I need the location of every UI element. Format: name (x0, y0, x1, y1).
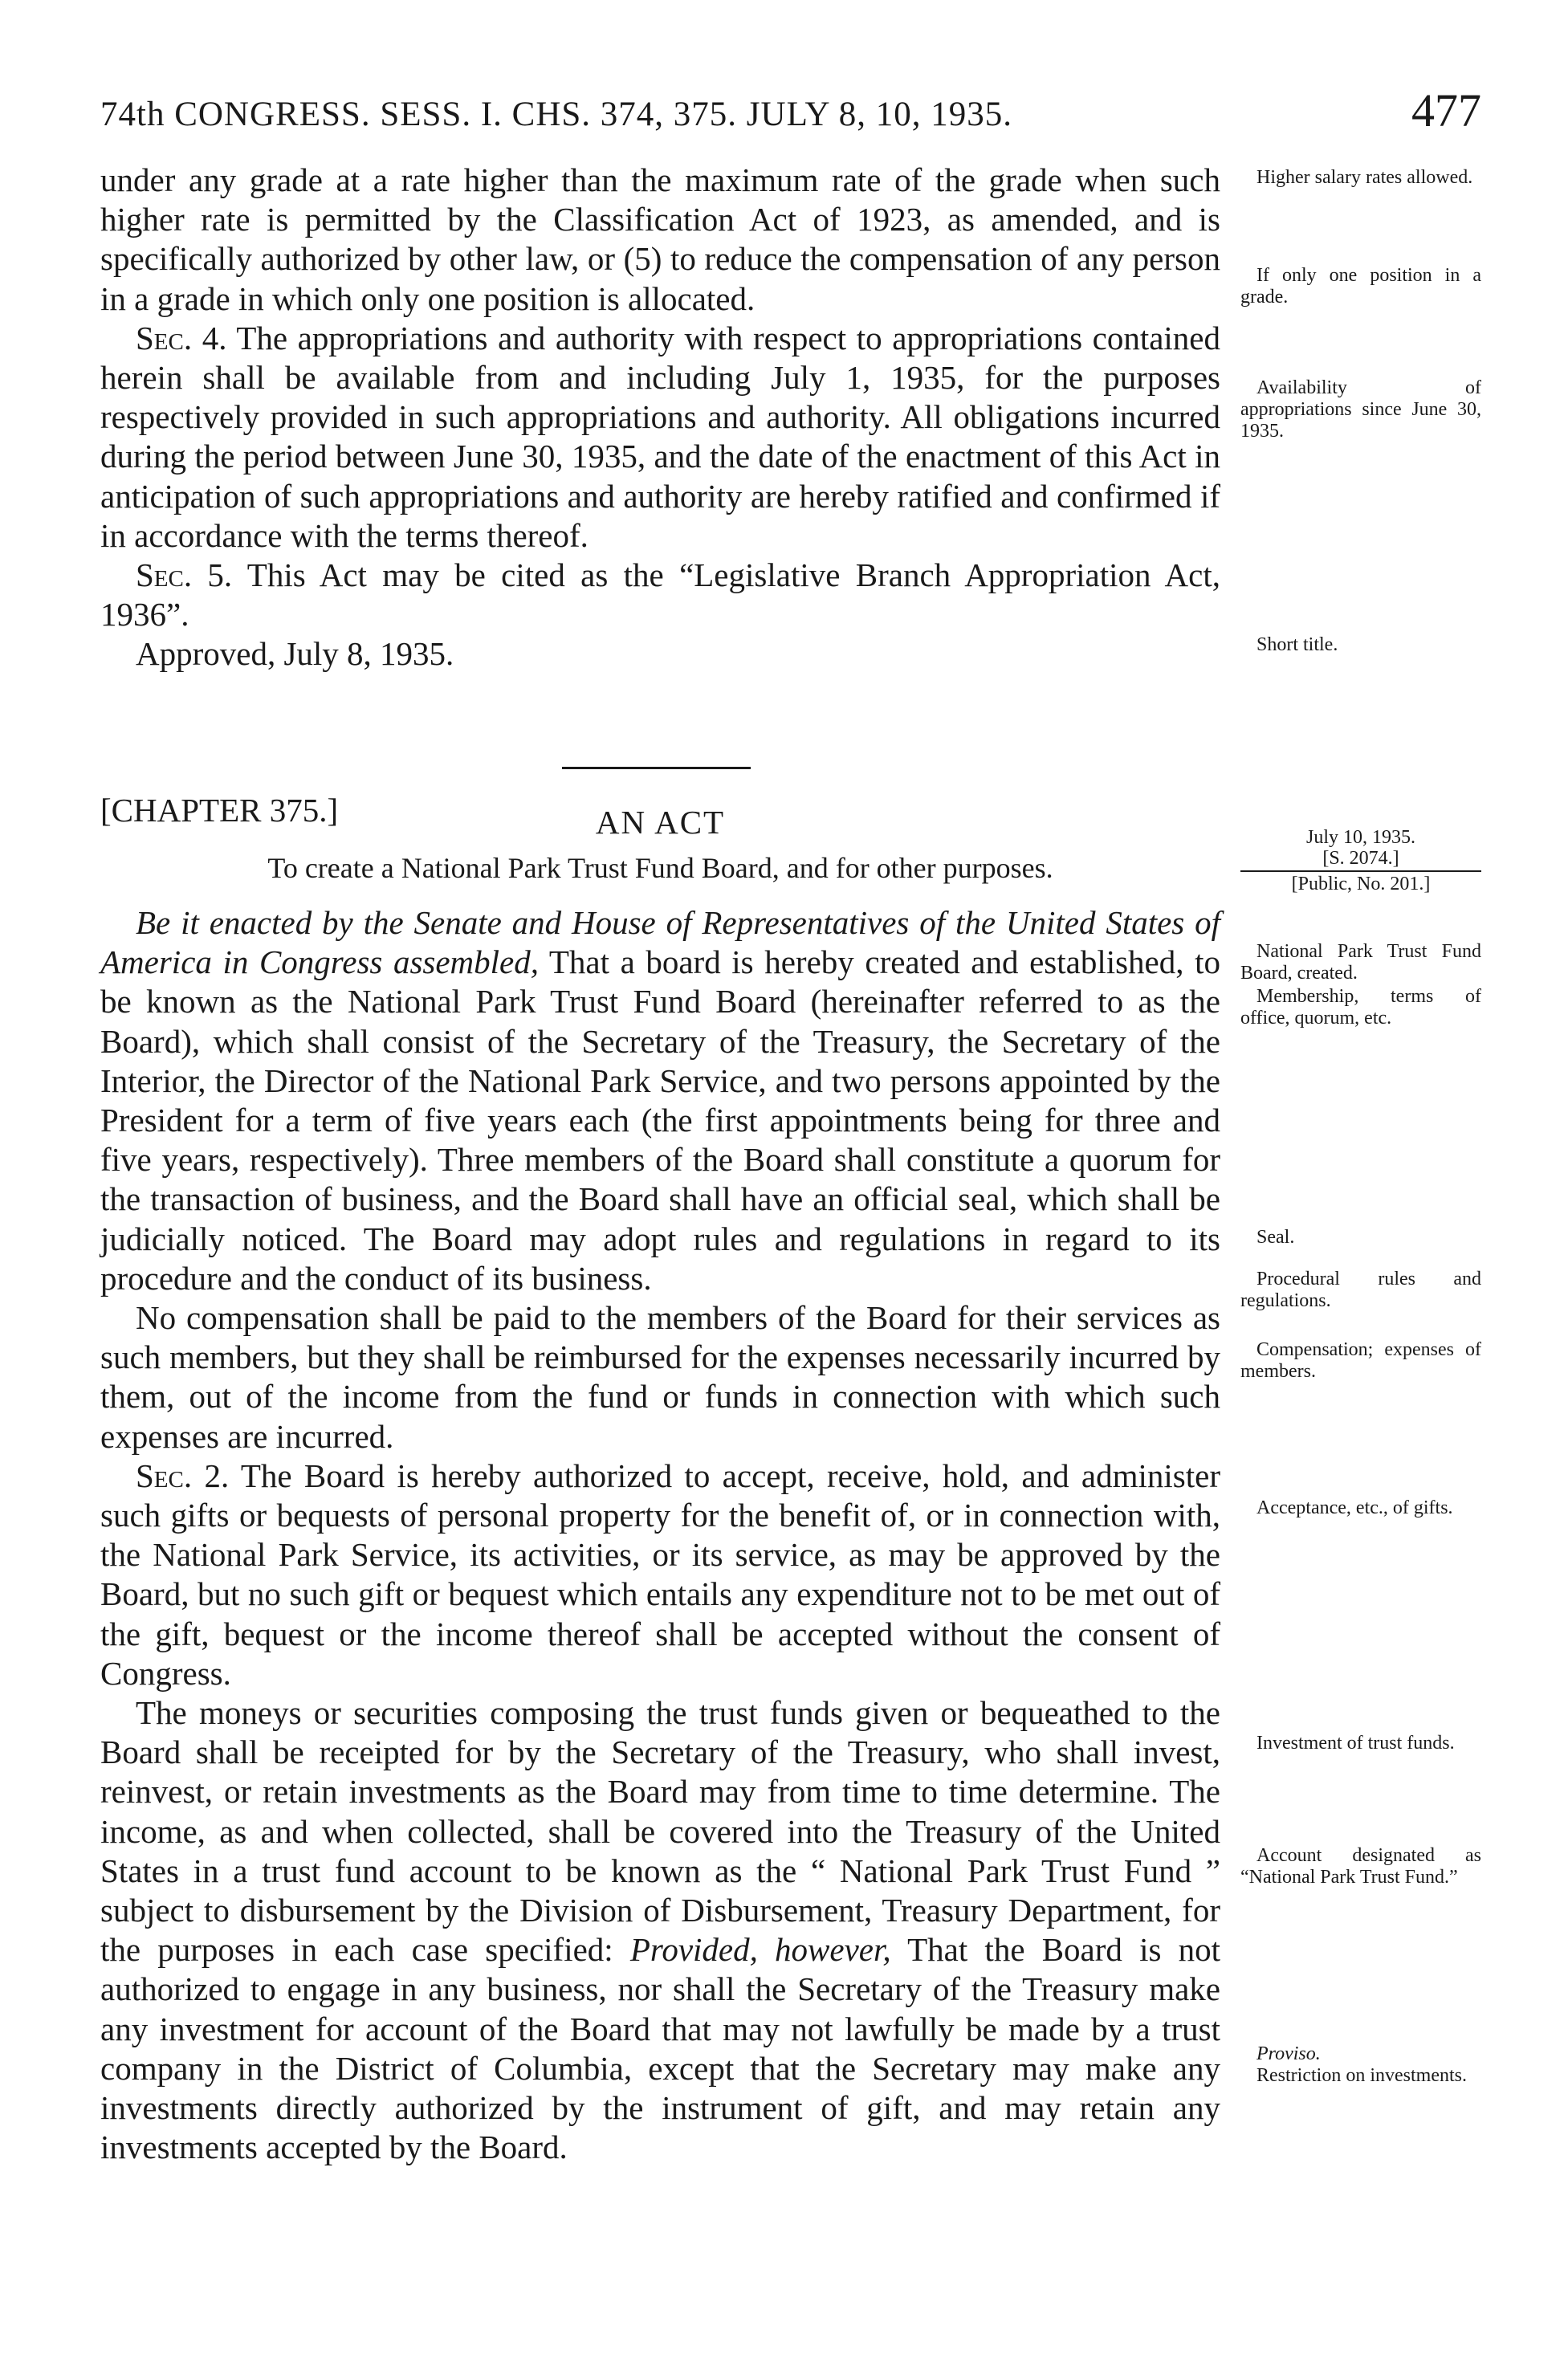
trust-funds-text: The moneys or securities composing the trust funds given or bequeathed to the Board shall be receipted for by the Secretary of the Treasury, who shall invest, reinvest, or retain investments as the Board may from time to time determine. The income, as and when collected, shall be covered into the Treasury of the United States in a trust fund account to be known as the “ National Park Trust Fund ” subject to disbursement by the Division of Disbursement, Treasury Department, for the purposes in each case specified: (100, 1694, 1220, 1969)
proviso-rest: That the Board is not authorized to engage in any business, nor shall the Secretary of the Treasury make any investment for account of the Board that may not lawfully be made by a trust company in the District of Columbia, except that the Secretary may make any investments directly authorized by the instrument of gift, and may retain any investments accepted by the Board. (100, 1931, 1221, 2166)
proviso-text: Provided, however, (629, 1931, 891, 1969)
margin-note-membership: Membership, terms of office, quorum, etc. (1240, 986, 1481, 1029)
margin-note-investment: Investment of trust funds. (1256, 1733, 1455, 1754)
sec5-label: Sec. 5. (136, 556, 233, 594)
sec2-paragraph (100, 1456, 1220, 1693)
sec4-label: Sec. 4. (136, 319, 227, 356)
margin-note-proviso (1240, 2043, 1481, 2087)
sec5-text: This Act may be cited as the “Legislative Branch Appropriation Act, 1936”. (100, 556, 1220, 633)
proviso-label: Proviso. (1256, 2043, 1321, 2064)
act-purpose: To create a National Park Trust Fund Board, and for other purposes. (267, 852, 1053, 884)
margin-note-short-title: Short title. (1256, 634, 1338, 655)
bill-info (1240, 827, 1481, 894)
running-head-text: 74th CONGRESS. SESS. I. CHS. 374, 375. JULY 8, 10, 1935. (100, 96, 1012, 133)
bill-rule (1240, 870, 1481, 872)
margin-note-availability: Availability of appropriations since June 30, 1935. (1240, 377, 1481, 442)
margin-note-compensation: Compensation; expenses of members. (1240, 1339, 1481, 1382)
chapter-375-text (100, 903, 1220, 2168)
restriction-note: Restriction on investments. (1256, 2065, 1467, 2086)
margin-note-board-created: National Park Trust Fund Board, created. (1240, 941, 1481, 984)
sec2-text: The Board is hereby authorized to accept, receive, hold, and administer such gifts or bequests of personal property for the benefit of, or in connection with, the National Park Service, its activities, or its service, as may be approved by the Board, but no such gift or bequest which entails any expenditure not to be met out of the gift, bequest or the income thereof shall be accepted without the consent of Congress. (100, 1456, 1220, 1692)
chapter-374-text (100, 161, 1220, 674)
sec4-text: The appropriations and authority with respect to appropriations contained herein shall be available from and including July 1, 1935, for the purposes respectively provided in such appropriations and authority. All obligations incurred during the period between June 30, 1935, and the date of the enactment of this Act in anticipation of such appropriations and authority are hereby ratified and confirmed if in accordance with the terms thereof. (100, 319, 1221, 554)
bill-number: [S. 2074.] (1322, 848, 1399, 869)
approved-line: Approved, July 8, 1935. (136, 635, 454, 673)
margin-note-procedural: Procedural rules and regulations. (1240, 1269, 1481, 1311)
bill-date: July 10, 1935. (1305, 827, 1415, 848)
sec4-paragraph (100, 319, 1220, 556)
chapter-label: [CHAPTER 375.] (100, 792, 339, 829)
running-head (100, 84, 1481, 136)
sec1-text: That a board is hereby created and established, to be known as the National Park Trust Fund Board (hereinafter referred to as the Board), which shall consist of the Secretary of the Treasury, the Secretary of the Interior, the Director of the National Park Service, and two persons appointed by the President for a term of five years each (the first appointments being for three and five years, respectively). Three members of the Board shall constitute a quorum for the transaction of business, and the Board shall have an official seal, which shall be judicially noticed. The Board may adopt rules and regulations in regard to its procedure and the conduct of its business. (100, 943, 1220, 1297)
margin-note-seal: Seal. (1256, 1227, 1295, 1248)
page-number: 477 (1411, 84, 1481, 136)
sec1-paragraph (100, 903, 1220, 1298)
compensation-paragraph: No compensation shall be paid to the members of the Board for their services as such members, but they shall be reimbursed for the expenses necessarily incurred by them, out of the income from the fund or funds in connection with which such expenses are incurred. (100, 1299, 1220, 1455)
margin-note-account: Account designated as “National Park Trust Fund.” (1240, 1845, 1481, 1888)
margin-note-one-position: If only one position in a grade. (1240, 265, 1481, 308)
sec3-continuation: under any grade at a rate higher than the maximum rate of the grade when such higher rate is permitted by the Classification Act of 1923, as amended, and is specifically authorized by other law, or (5) to reduce the compensation of any person in a grade in which only one position is allocated. (100, 161, 1220, 317)
sec5-paragraph (100, 556, 1220, 634)
margin-note-higher-salary: Higher salary rates allowed. (1256, 167, 1473, 188)
enacting-clause: Be it enacted by the Senate and House of Representatives of the United States of America in Congress assembled, (100, 904, 1220, 981)
act-title: AN ACT (595, 804, 726, 841)
section-divider (562, 767, 751, 769)
public-number: [Public, No. 201.] (1291, 874, 1431, 894)
margin-note-acceptance: Acceptance, etc., of gifts. (1256, 1497, 1453, 1518)
sec2-label: Sec. 2. (136, 1456, 230, 1494)
trust-funds-paragraph (100, 1693, 1220, 2167)
